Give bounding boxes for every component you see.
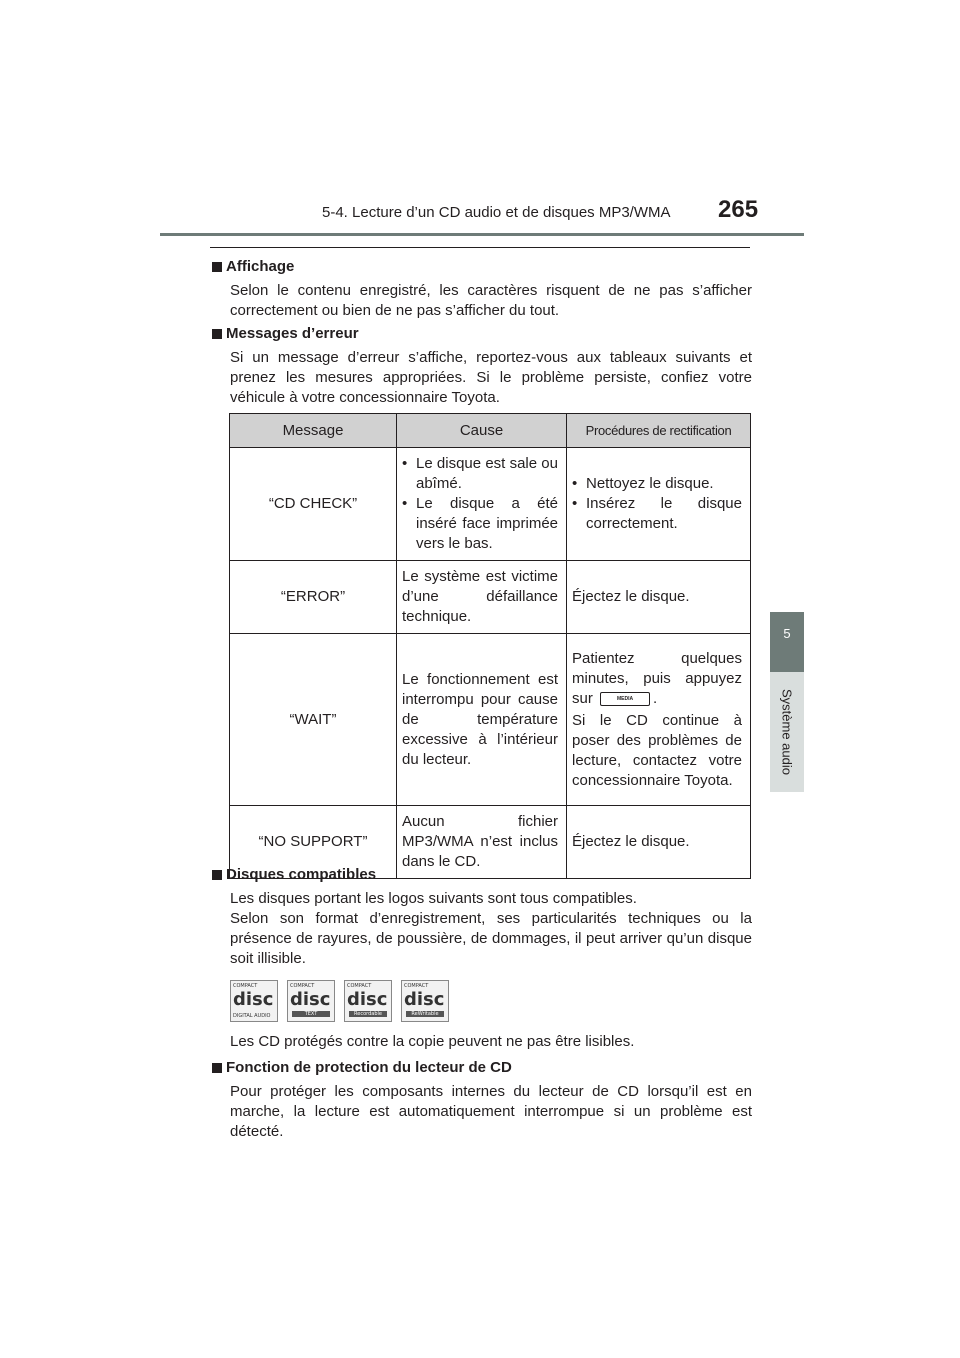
message-cell: “WAIT” bbox=[230, 634, 397, 806]
section-title: Messages d’erreur bbox=[226, 325, 359, 342]
chapter-tab bbox=[770, 612, 804, 672]
section-title: Affichage bbox=[226, 258, 295, 275]
column-header-remedy: Procédures de rectification bbox=[567, 414, 751, 448]
section-heading bbox=[212, 865, 752, 885]
table-row bbox=[230, 561, 751, 634]
square-bullet-icon bbox=[212, 329, 222, 339]
section-title: Fonction de protection du lecteur de CD bbox=[226, 1059, 512, 1076]
chapter-tab-number: 5 bbox=[783, 626, 791, 641]
section-disques bbox=[212, 865, 752, 969]
page-number: 265 bbox=[718, 196, 759, 223]
table-row bbox=[230, 448, 751, 561]
section-text: Selon son format d’enregistrement, ses particularités techniques ou la présence de rayures, de poussière, de dommages, il peut arriver qu’un disque soit illisible. bbox=[230, 910, 752, 967]
cause-cell: Le système est victime d’une défaillance technique. bbox=[397, 561, 567, 634]
section-title: Disques compatibles bbox=[226, 866, 377, 883]
section-affichage bbox=[212, 257, 752, 321]
compact-disc-text-logo-icon: COMPACT disc TEXT bbox=[287, 980, 335, 1022]
section-text: Les disques portant les logos suivants sont tous compatibles. bbox=[230, 890, 637, 907]
square-bullet-icon bbox=[212, 1063, 222, 1073]
remedy-cell: Éjectez le disque. bbox=[567, 561, 751, 634]
section-messages bbox=[212, 324, 752, 408]
section-rule bbox=[210, 247, 750, 248]
remedy-text: Si le CD continue à poser des problèmes de lecture, contactez votre concessionnaire Toyota. bbox=[572, 711, 742, 789]
media-button-icon: MEDIA bbox=[600, 692, 650, 706]
square-bullet-icon bbox=[212, 870, 222, 880]
list-item: • Le disque est sale ou abîmé. bbox=[402, 455, 558, 492]
compact-disc-rewritable-logo-icon: COMPACT disc ReWritable bbox=[401, 980, 449, 1022]
list-item: • Nettoyez le disque. bbox=[572, 475, 714, 492]
section-text: Si un message d’erreur s’affiche, reportez-vous aux tableaux suivants et prenez les mesures appropriées. Si le problème persiste, confiez votre véhicule à votre concessionnaire Toyota. bbox=[230, 349, 752, 406]
error-message-table bbox=[229, 413, 751, 879]
column-header-message: Message bbox=[230, 414, 397, 448]
list-item: • Le disque a été inséré face imprimée vers le bas. bbox=[402, 495, 558, 552]
square-bullet-icon bbox=[212, 262, 222, 272]
cause-cell: Le fonctionnement est interrompu pour cause de température excessive à l’intérieur du lecteur. bbox=[397, 634, 567, 806]
table-header-row bbox=[230, 414, 751, 448]
compact-disc-recordable-logo-icon: COMPACT disc Recordable bbox=[344, 980, 392, 1022]
message-cell: “CD CHECK” bbox=[230, 448, 397, 561]
section-heading bbox=[212, 324, 752, 344]
cause-cell bbox=[397, 448, 567, 561]
remedy-cell: Éjectez le disque. bbox=[567, 806, 751, 879]
compact-disc-logo-icon: COMPACT disc DIGITAL AUDIO bbox=[230, 980, 278, 1022]
disc-logo-row bbox=[230, 980, 449, 1022]
table-row bbox=[230, 634, 751, 806]
column-header-cause: Cause bbox=[397, 414, 567, 448]
header-rule bbox=[160, 233, 804, 236]
chapter-tab-label: Système audio bbox=[779, 689, 795, 775]
section-text: Selon le contenu enregistré, les caractères risquent de ne pas s’afficher correctement ou bien de ne pas s’afficher du tout. bbox=[230, 282, 752, 319]
section-disques-note bbox=[212, 1032, 752, 1052]
cause-cell: Aucun fichier MP3/WMA n’est inclus dans le CD. bbox=[397, 806, 567, 879]
list-item: • Insérez le disque correctement. bbox=[572, 495, 742, 532]
message-cell: “ERROR” bbox=[230, 561, 397, 634]
chapter-title: 5-4. Lecture d’un CD audio et de disques MP3/WMA bbox=[322, 204, 671, 221]
section-protection bbox=[212, 1058, 752, 1142]
section-text: Pour protéger les composants internes du lecteur de CD lorsqu’il est en marche, la lecture est automatiquement interrompue si un problème est détecté. bbox=[230, 1083, 752, 1140]
section-heading bbox=[212, 1058, 752, 1078]
section-heading bbox=[212, 257, 752, 277]
remedy-cell: Patientez quelques minutes, puis appuyez sur MEDIA . Si le CD continue à poser des problèmes de lecture, contactez votre concessionnaire Toyota. bbox=[567, 634, 751, 806]
section-text: Les CD protégés contre la copie peuvent ne pas être lisibles. bbox=[230, 1033, 635, 1050]
remedy-cell bbox=[567, 448, 751, 561]
message-cell: “NO SUPPORT” bbox=[230, 806, 397, 879]
